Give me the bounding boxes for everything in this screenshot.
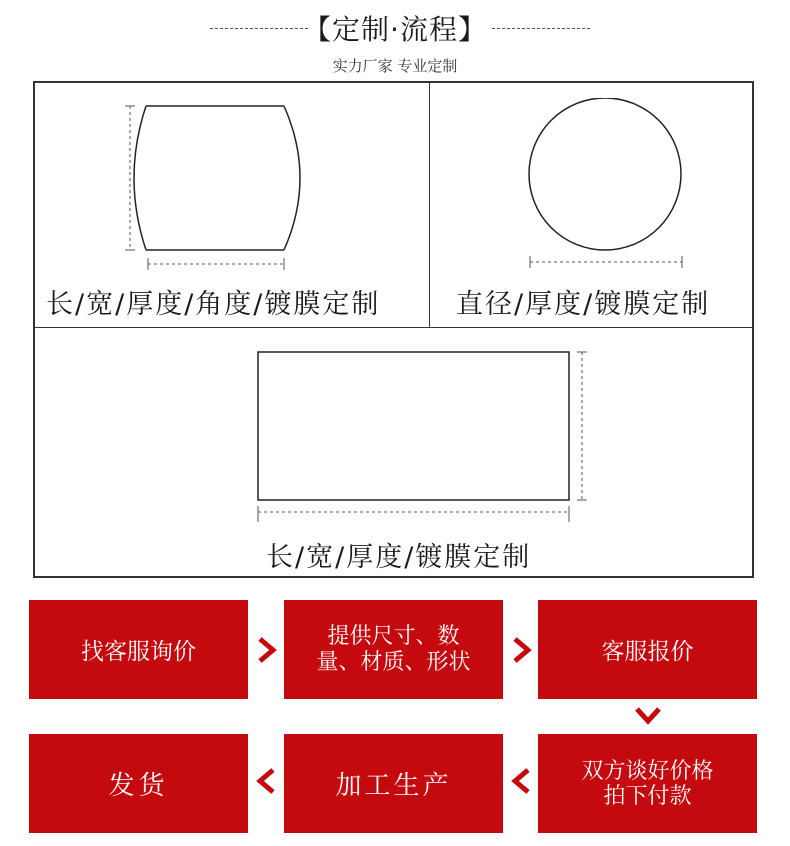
step-ship-label: 发货 (108, 771, 169, 801)
cylinder-left-curve (134, 106, 146, 250)
step-service-quote (538, 600, 757, 699)
step-provide-specs-line1: 提供尺寸、数 (327, 623, 460, 649)
cylinder-lens-diagram (120, 98, 320, 273)
page-subtitle: 实力厂家 专业定制 (332, 57, 458, 75)
step-agree-pay-line2: 拍下付款 (603, 783, 692, 809)
step-agree-pay (538, 734, 757, 833)
cylinder-caption: 长/宽/厚度/角度/镀膜定制 (46, 289, 381, 320)
step-agree-pay-line1: 双方谈好价格 (581, 758, 714, 784)
chevron-right-icon (511, 636, 533, 664)
chevron-left-icon (255, 767, 277, 795)
rectangle-outline (258, 352, 569, 500)
step-service-quote-label: 客服报价 (601, 639, 694, 665)
page-title: 【定制·流程】 (303, 13, 487, 46)
chevron-left-icon (510, 767, 532, 795)
chevron-down-icon (634, 705, 662, 727)
step-production-label: 加工生产 (335, 771, 452, 801)
horizontal-divider (33, 327, 754, 328)
rectangle-lens-diagram (250, 345, 600, 530)
step-provide-specs (284, 600, 503, 699)
circle-caption: 直径/厚度/镀膜定制 (456, 289, 711, 320)
cylinder-right-curve (284, 106, 300, 250)
chevron-right-icon (256, 636, 278, 664)
step-find-service (29, 600, 248, 699)
vertical-divider (429, 81, 430, 328)
circle-lens-diagram (520, 98, 695, 273)
circle-outline (529, 98, 681, 250)
rectangle-caption: 长/宽/厚度/镀膜定制 (266, 542, 532, 573)
step-production (284, 734, 503, 833)
step-ship (29, 734, 248, 833)
title-right-dashline (492, 28, 590, 29)
step-provide-specs-line2: 量、材质、形状 (316, 649, 471, 675)
step-find-service-label: 找客服询价 (81, 639, 196, 665)
